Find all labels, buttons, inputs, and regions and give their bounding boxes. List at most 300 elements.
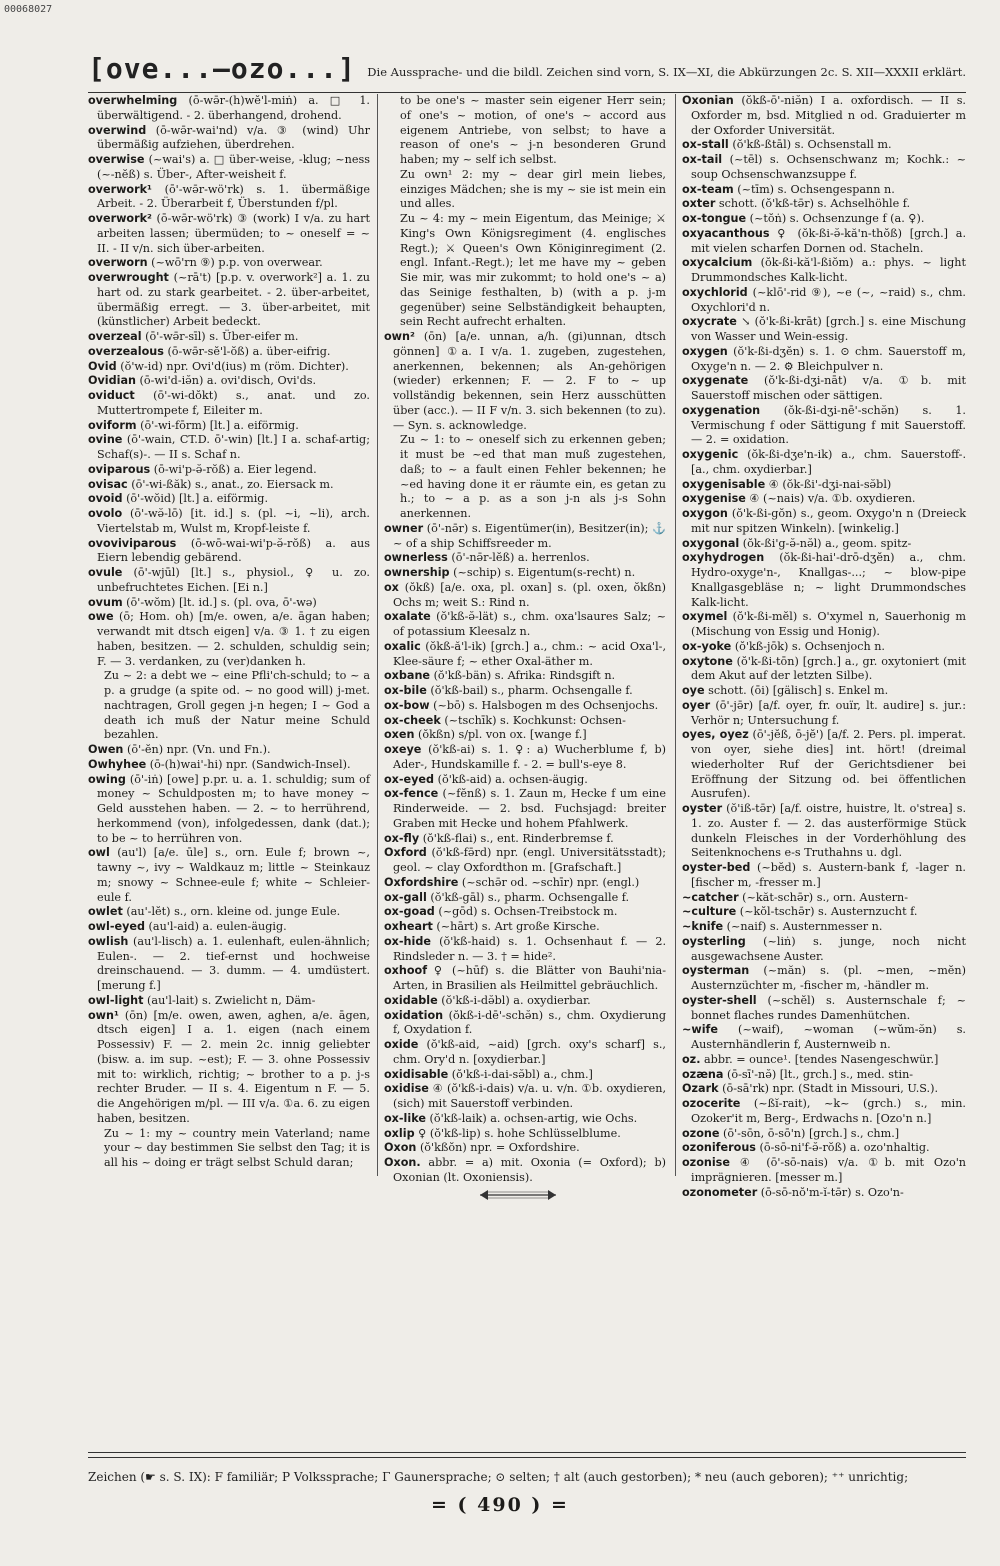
entry-headword: overwork²	[88, 212, 152, 225]
entry-definition: (ŏ'kß-ßtāl) s. Ochsenstall m.	[728, 138, 892, 152]
entry-definition: (~wai's) a. □ über-weise, -klug; ~ness (~-nĕß) s. Über-, After-weisheit f.	[97, 153, 370, 181]
entry-headword: ozocerite	[682, 1097, 741, 1110]
dictionary-entry	[384, 846, 666, 876]
entry-headword: ox-fly	[384, 831, 420, 845]
entry-headword: ox-tongue	[682, 212, 747, 225]
entry-definition: (ŏ'kß-ə̆-lät) s., chm. oxa'lsaures Salz; ~ of potassium Kleesalz n.	[393, 610, 666, 638]
entry-definition: (ŏ'kß-fə̄rd) npr. (engl. Universitätsstadt); geol. ~ clay Oxfordthon m. [Grafschaft.]	[393, 846, 666, 874]
dictionary-entry	[682, 374, 966, 404]
entry-headword: oxyhydrogen	[682, 551, 765, 565]
entry-headword: overwind	[88, 123, 147, 137]
entry-headword: ~wife	[682, 1023, 718, 1037]
entry-definition: (ŏ'w-id) npr. Ovi'd(ius) m (röm. Dichter).	[116, 359, 349, 373]
entry-headword: oxeye	[384, 743, 422, 756]
entry-definition: (ō'-wə̆-lō) [it. id.] s. (pl. ~i, ~li), arch. Viertelstab m, Wulst m, Kropf-leiste f.	[97, 507, 370, 535]
entry-headword: overwhelming	[88, 94, 178, 107]
dictionary-entry	[682, 640, 966, 655]
dictionary-entry	[88, 374, 370, 389]
column-divider	[675, 94, 676, 1176]
dictionary-entry	[88, 610, 370, 669]
entry-headword: Ovidian	[88, 374, 136, 388]
dictionary-entry	[682, 183, 966, 198]
dictionary-entry	[682, 684, 966, 699]
entry-definition: (ōn) [m/e. owen, awen, aghen, a/e. āgen, dtsch eigen] I a. 1. eigen (nach einem Possessiv) F. — 2. mein 2c. innig geliebter (bisw. a. im sup. ~est); F. — 3. ohne Possessiv mit to: wirklich, richtig; ~ brother to a p. j-s rechter Bruder. — II s. 4. Eigentum n F. — 5. die Angehörigen m/pl. — III v/a. ①a. 6. zu eigen haben, besitzen.	[97, 1008, 370, 1125]
entry-headword: oxygen	[682, 344, 728, 358]
entry-definition: (~kăt-schə̄r) s., orn. Austern-	[738, 890, 909, 904]
entry-headword: ox-tail	[682, 153, 723, 166]
dictionary-entry	[682, 227, 966, 257]
entry-headword: overwise	[88, 153, 145, 166]
entry-headword: ox-gall	[384, 890, 427, 904]
entry-headword: owl-light	[88, 993, 144, 1007]
entry-headword: ox-stall	[682, 138, 729, 152]
entry-definition: (~tŏṅ) s. Ochsenzunge f (a. ♀).	[746, 212, 925, 225]
entry-headword: oviduct	[88, 389, 135, 402]
entry-headword: oviparous	[88, 462, 151, 476]
entry-headword: oxidable	[384, 993, 438, 1007]
dictionary-entry	[682, 891, 966, 906]
entry-headword: oye	[682, 684, 705, 697]
entry-definition: (ŏ'k-ßi-gŏn) s., geom. Oxygo'n n (Dreieck mit nur spitzen Winkeln). [winkelig.]	[691, 507, 966, 535]
dictionary-entry	[682, 1127, 966, 1142]
entry-definition: (ō'-ĕn) npr. (Vn. und Fn.).	[123, 743, 271, 756]
dictionary-entry	[88, 360, 370, 375]
dictionary-entry	[384, 94, 666, 168]
dictionary-entry	[682, 507, 966, 537]
entry-headword: ozæna	[682, 1067, 724, 1081]
dictionary-entry	[682, 1141, 966, 1156]
dictionary-entry	[384, 669, 666, 684]
entry-definition: (~tēl) s. Ochsenschwanz m; Kochk.: ~ soup Ochsenschwanzsuppe f.	[691, 153, 966, 181]
column-1	[88, 94, 370, 1176]
entry-definition: (ŏ'kß-aid) a. ochsen-äugig.	[434, 772, 588, 786]
dictionary-entry	[384, 640, 666, 670]
dictionary-entry	[88, 1009, 370, 1127]
dictionary-entry	[682, 802, 966, 861]
entry-definition: (ō'-wə̄r-sīl) s. Über-eifer m.	[141, 330, 299, 343]
entry-definition: (ō'-wi-ßăk) s., anat., zo. Eiersack m.	[127, 477, 334, 491]
entry-definition: ④ (ō'-sō-nais) v/a. ①b. mit Ozo'n imprägnieren. [messer m.]	[691, 1156, 966, 1184]
entry-definition: (~klō'-rid ⑨), ~e (~, ~raid) s., chm. Oxychlori'd n.	[691, 285, 966, 314]
entry-headword: ovoid	[88, 492, 123, 506]
dictionary-entry	[384, 964, 666, 994]
dictionary-entry	[384, 832, 666, 847]
entry-definition: (~gōd) s. Ochsen-Treibstock m.	[434, 905, 618, 919]
entry-headword: ox-fence	[384, 787, 439, 801]
dictionary-entry	[88, 94, 370, 124]
dictionary-entry	[384, 610, 666, 640]
entry-definition: (~kŏl-tschə̄r) s. Austernzucht f.	[736, 905, 918, 919]
entry-definition: schott. (ōi) [gälisch] s. Enkel m.	[704, 684, 889, 697]
dictionary-entry	[88, 345, 370, 360]
entry-headword: ~catcher	[682, 890, 739, 904]
entry-headword: oyster	[682, 802, 723, 815]
dictionary-entry	[88, 743, 370, 758]
dictionary-entry	[88, 256, 370, 271]
dictionary-entry	[88, 905, 370, 920]
dictionary-entry	[682, 537, 966, 552]
dictionary-entry	[88, 507, 370, 537]
entry-definition: (ŏkß-ō'-niə̆n) I a. oxfordisch. — II s. Oxforder m, bsd. Mitglied n od. Graduierter m der Oxforder Universität.	[691, 94, 966, 137]
entry-headword: ozonise	[682, 1156, 730, 1169]
entry-headword: oxygenate	[682, 374, 749, 388]
dictionary-entry	[384, 566, 666, 581]
dictionary-entry	[384, 935, 666, 965]
entry-definition: Zu ~ 1: my ~ country mein Vaterland; name your ~ day bestimmen Sie selbst den Tag; it is all his ~ doing er trägt selbst Schuld daran;	[104, 1126, 370, 1169]
page-header	[88, 48, 966, 93]
dictionary-entry	[384, 920, 666, 935]
dictionary-entry	[384, 905, 666, 920]
entry-definition: (ŏkß-i-dē'-schə̆n) s., chm. Oxydierung f, Oxydation f.	[393, 1008, 666, 1037]
entry-headword: oxlip	[384, 1126, 415, 1140]
dictionary-entry	[88, 153, 370, 183]
dictionary-entry	[384, 891, 666, 906]
entry-definition: (ō-sō-ni'f-ə̆-rŏß) a. ozo'nhaltig.	[755, 1141, 930, 1155]
entry-definition: (au'l-aid) a. eulen-äugig.	[144, 920, 287, 933]
entry-definition: (ŏkßn) s/pl. von ox. [wange f.]	[414, 728, 587, 742]
entry-definition: (ŏkß-ă'l-ik) [grch.] a., chm.: ~ acid Oxa'l-, Klee-säure f; ~ ether Oxal-äther m.	[393, 639, 666, 668]
entry-definition: (ō'-wŏid) [lt.] a. eiförmig.	[122, 492, 269, 506]
dictionary-entry	[682, 655, 966, 685]
entry-headword: owl-eyed	[88, 920, 145, 933]
entry-definition: (ō-wə̄r-(h)wĕ'l-miṅ) a. □ 1. überwältigend. - 2. überhangend, drohend.	[97, 94, 370, 122]
entry-headword: owe	[88, 610, 114, 624]
entry-headword: oxide	[384, 1038, 419, 1051]
entry-definition: (ŏ'kß-laik) a. ochsen-artig, wie Ochs.	[425, 1111, 638, 1125]
entry-headword: own²	[384, 330, 415, 343]
entry-headword: ox-bile	[384, 684, 427, 697]
dictionary-entry	[384, 212, 666, 330]
entry-headword: overwork¹	[88, 182, 152, 196]
entry-headword: oxygenise	[682, 492, 746, 506]
entry-headword: oxygenisable	[682, 477, 766, 491]
column-divider	[377, 94, 378, 1176]
dictionary-entry	[682, 699, 966, 729]
entry-headword: ox-yoke	[682, 639, 732, 653]
dictionary-entry	[88, 935, 370, 994]
entry-headword: ox-eyed	[384, 772, 435, 786]
dictionary-entry	[682, 964, 966, 994]
entry-headword: oxycrate	[682, 315, 737, 329]
entry-headword: overwrought	[88, 271, 169, 284]
entry-headword: overzealous	[88, 344, 164, 358]
entry-headword: owing	[88, 772, 126, 786]
footer-rule	[88, 1452, 966, 1458]
dictionary-entry	[88, 920, 370, 935]
entry-definition: (ō-wə̄r-wö'rk) ③ (work) I v/a. zu hart arbeiten lassen; übermüden; to ~ oneself = ~ II. - II v/n. sich über-arbeiten.	[97, 212, 370, 255]
entry-definition: (ō'-wŏm) [lt. id.] s. (pl. ova, ō'-wə)	[122, 595, 317, 609]
dictionary-entry	[682, 138, 966, 153]
entry-definition: (ō-wō-wai-wi'p-ə̆-rŏß) a. aus Eiern lebendig gebärend.	[97, 536, 370, 565]
dictionary-entry	[88, 478, 370, 493]
dictionary-entry	[682, 610, 966, 640]
dictionary-entry	[384, 1141, 666, 1156]
dictionary-entry	[384, 728, 666, 743]
dictionary-entry	[384, 699, 666, 714]
entry-definition: (ŏ'k-ßi-dʒĕn) s. 1. ⊙ chm. Sauerstoff m, Oxyge'n n. — 2. ⚙ Bleichpulver n.	[691, 344, 966, 373]
dictionary-entry	[384, 876, 666, 891]
entry-definition: (ō'-nə̄r-lĕß) a. herrenlos.	[447, 551, 590, 565]
dictionary-entry	[384, 168, 666, 212]
dictionary-entry	[384, 1068, 666, 1083]
entry-definition: Zu ~ 1: to ~ oneself sich zu erkennen geben; it must be ~ed that man muß zugestehen, daß; to ~ a fault einen Fehler bekennen; he ~ed having done it er räumte ein, es getan zu h.; to ~ a p. as a son j-n als j-s Sohn anerkennen.	[400, 433, 666, 520]
entry-headword: ovolo	[88, 507, 123, 520]
entry-definition: (ō-wi'd-iə̆n) a. ovi'disch, Ovi'ds.	[136, 374, 317, 388]
entry-definition: (ŏ'kß-gāl) s., pharm. Ochsengalle f.	[426, 890, 630, 904]
entry-definition: (~măn) s. (pl. ~men, ~mĕn) Austernzüchter m, -fischer m, -händler m.	[691, 964, 966, 992]
entry-definition: (ōn) [a/e. unnan, a/h. (gi)unnan, dtsch gönnen] ①a. I v/a. 1. zugeben, zugestehen, anerkennen, bekennen; als An-gehörigen (wieder) erkennen; F. — 2. F to ~ up vollständig bekennen, sein Herz ausschütten über (acc.). — II F v/n. 3. sich bekennen (to zu). — Syn. s. acknowledge.	[393, 330, 666, 432]
entry-headword: oxygenation	[682, 403, 761, 417]
dictionary-entry	[682, 1097, 966, 1127]
entry-definition: (~liṅ) s. junge, noch nicht ausgewachsene Auster.	[691, 934, 966, 963]
dictionary-entry	[682, 861, 966, 891]
dictionary-entry	[384, 1156, 666, 1186]
entry-definition: (~fĕnß) s. 1. Zaun m, Hecke f um eine Rinderweide. — 2. bsd. Fuchsjagd: breiter Graben mit Hecke und hohem Pfahlwerk.	[393, 787, 666, 830]
entry-headword: ox-bow	[384, 698, 430, 712]
dictionary-entry	[682, 212, 966, 227]
dictionary-entry	[384, 522, 666, 552]
entry-definition: (ō-wə̄r-sĕ'l-ŏß) a. über-eifrig.	[163, 344, 331, 358]
dictionary-entry	[384, 1009, 666, 1039]
dictionary-entry	[88, 419, 370, 434]
entry-definition: Zu own¹ 2: my ~ dear girl mein liebes, einziges Mädchen; she is my ~ sie ist mein ein und alles.	[400, 167, 666, 211]
entry-definition: (ŏ'kß-i-də̆bl) a. oxydierbar.	[437, 993, 591, 1007]
entry-definition: Zu ~ 2: a debt we ~ eine Pfli'ch-schuld; to ~ a p. a grudge (a spite od. ~ no good will) j-met. nachtragen, Groll gegen j-n hegen; I ~ God a death ich muß der Natur meine Schuld bezahlen.	[104, 669, 370, 742]
dictionary-entry	[88, 596, 370, 611]
column-2	[384, 94, 666, 1184]
dictionary-entry	[384, 1127, 666, 1142]
dictionary-entry	[682, 492, 966, 507]
entry-definition: (~bō) s. Halsbogen m des Ochsenjochs.	[429, 698, 659, 712]
entry-headword: oxhoof	[384, 964, 428, 978]
entry-headword: oyster-shell	[682, 993, 757, 1007]
dictionary-entry	[384, 684, 666, 699]
entry-headword: overworn	[88, 256, 148, 270]
entry-definition: (au'l-lait) s. Zwielicht n, Däm-	[143, 993, 316, 1007]
dictionary-entry	[682, 551, 966, 610]
entry-headword: Oxfordshire	[384, 875, 459, 889]
entry-headword: oxycalcium	[682, 256, 753, 270]
entry-definition: (ŏk-ßi-hai'-drō-dʒĕn) a., chm. Hydro-oxyge'n-, Knallgas-...; ~ blow-pipe Knallgasgebläse n; ~ light Drummondsches Kalk-licht.	[691, 551, 966, 609]
dictionary-entry	[384, 787, 666, 831]
dictionary-entry	[384, 330, 666, 433]
entry-definition: (ō'-wə̄r-wö'rk) s. 1. übermäßige Arbeit. - 2. Überarbeit f, Überstunden f/pl.	[97, 182, 370, 211]
page-id: 00068027	[4, 4, 53, 15]
entry-headword: overzeal	[88, 330, 142, 343]
entry-definition: (~hārt) s. Art große Kirsche.	[432, 920, 600, 933]
entry-definition: (ō-sā'rk) npr. (Stadt in Missouri, U.S.).	[718, 1082, 939, 1096]
entry-headword: own¹	[88, 1008, 119, 1022]
entry-definition: (~schə̄r od. ~schīr) npr. (engl.)	[458, 875, 640, 889]
entry-definition: (ō-sī'-nə̆) [lt., grch.] s., med. stin-	[723, 1067, 914, 1081]
entry-headword: owlet	[88, 905, 123, 919]
dictionary-entry	[682, 153, 966, 183]
column-3	[682, 94, 966, 1199]
entry-headword: ovoviviparous	[88, 536, 177, 550]
dictionary-entry	[384, 714, 666, 729]
entry-definition: abbr. = ounce¹. [tendes Nasengeschwür.]	[700, 1052, 939, 1066]
entry-definition: Zu ~ 4: my ~ mein Eigentum, das Meinige; ⚔ King's Own Königsregiment (4. englisches Regt.); ⚔ Queen's Own Königinregiment (2. engl. Infant.-Regt.); let me have my ~ geben Sie mir, was mir zukommt; to hold one's ~ a) das Seinige festhalten, b) (with a p. j-m gegenüber) seine Selbständigkeit behaupten, sein Recht aufrecht erhalten.	[400, 212, 666, 329]
entry-headword: oxyacanthous	[682, 226, 770, 240]
entry-definition: (ŏkß) [a/e. oxa, pl. oxan] s. (pl. oxen, ŏkßn) Ochs m; weit S.: Rind n.	[393, 580, 666, 609]
entry-definition: (au'l) [a/e. ūle] s., orn. Eule f; brown ~, tawny ~, ivy ~ Waldkauz m; little ~ Steinkauz m; snowy ~ Schnee-eule f; white ~ Schleier-eule f.	[97, 846, 370, 904]
entry-definition: (ŏk-ßi-dʒi-nē'-schə̆n) s. 1. Vermischung f oder Sättigung f mit Sauerstoff. — 2. = oxidation.	[691, 403, 966, 447]
entry-headword: oyster-bed	[682, 861, 751, 874]
entry-definition: ↘ (ŏ'k-ßi-krāt) [grch.] s. eine Mischung von Wasser und Wein-essig.	[691, 315, 966, 343]
dictionary-entry	[88, 389, 370, 419]
entry-definition: (ŏ'kß-aid, ~aid) [grch. oxy's scharf] s., chm. Ory'd n. [oxydierbar.]	[393, 1038, 666, 1066]
entry-headword: Ozark	[682, 1082, 719, 1096]
entry-definition: (ō'-jĕß, ō-jĕ') [a/f. 2. Pers. pl. imperat. von oyer, siehe dies] int. hört! (dreimal wiederholter Ruf der Gerichtsdiener bei Eröffnung der Sitzung od. bei öffentlichen Ausrufen).	[691, 728, 966, 801]
dictionary-entry	[682, 94, 966, 138]
entry-headword: oxytone	[682, 654, 733, 668]
dictionary-entry	[682, 478, 966, 493]
entry-definition: (ŏ'iß-tə̄r) [a/f. oistre, huistre, lt. o'strea] s. 1. zo. Auster f. — 2. das austerförmige Stück dunkeln Fleisches in der Vorderhöhlung des Seitenknochens e-s Truthahns u. dgl.	[691, 802, 966, 860]
entry-headword: Ovid	[88, 359, 117, 373]
entry-definition: (ŏ'kß-ai) s. 1. ♀: a) Wucherblume f, b) Ader-, Hundskamille f. - 2. = bull's-eye 8.	[393, 743, 666, 771]
dictionary-entry	[88, 330, 370, 345]
dictionary-entry	[88, 433, 370, 463]
entry-headword: Owen	[88, 743, 124, 756]
entry-headword: oysterling	[682, 934, 746, 948]
dictionary-entry	[682, 728, 966, 802]
end-ornament	[478, 1186, 558, 1204]
entry-headword: ovum	[88, 595, 123, 609]
dictionary-entry	[682, 1186, 966, 1201]
dictionary-entry	[682, 1053, 966, 1068]
dictionary-entry	[682, 905, 966, 920]
dictionary-columns	[88, 94, 966, 1199]
dictionary-entry	[682, 935, 966, 965]
dictionary-entry	[88, 846, 370, 905]
entry-definition: ♀ (ŏk-ßi-ə̆-kă'n-thŏß) [grch.] a. mit vielen scharfen Dornen od. Stacheln.	[691, 226, 966, 255]
entry-headword: oxymel	[682, 610, 728, 624]
entry-definition: (ŏk-ßi-kă'l-ßiŏm) a.: phys. ~ light Drummondsches Kalk-licht.	[691, 256, 966, 284]
entry-definition: (~rā't) [p.p. v. overwork²] a. 1. zu hart od. zu stark gearbeitet. - 2. über-arbeitet, übermäßig erregt. — 3. über-arbeitet, mit (künstlicher) Arbeit bedeckt.	[97, 271, 370, 329]
entry-definition: (ŏk-ßi-dʒe'n-ik) a., chm. Sauerstoff-. [a., chm. oxydierbar.]	[691, 448, 966, 476]
entry-definition: (ō'-jə̄r) [a/f. oyer, fr. ouïr, lt. audire] s. jur.: Verhör n; Untersuchung f.	[691, 698, 966, 727]
dictionary-entry	[682, 920, 966, 935]
dictionary-entry	[384, 773, 666, 788]
entry-headword: Owhyhee	[88, 757, 147, 771]
entry-headword: oz.	[682, 1052, 701, 1066]
entry-headword: ~culture	[682, 905, 737, 919]
entry-headword: Oxford	[384, 846, 427, 860]
entry-definition: (ō-sō-nŏ'm-ĭ-tə̄r) s. Ozo'n-	[757, 1185, 904, 1199]
dictionary-entry	[682, 404, 966, 448]
entry-headword: oxychlorid	[682, 285, 748, 299]
dictionary-entry	[384, 1112, 666, 1127]
entry-headword: owner	[384, 521, 424, 535]
entry-definition: schott. (ŏ'kß-tə̄r) s. Achselhöhle f.	[715, 197, 911, 211]
entry-definition: (~schip) s. Eigentum(s-recht) n.	[449, 566, 636, 579]
entry-headword: oxygenic	[682, 448, 739, 461]
entry-headword: ox	[384, 580, 399, 594]
entry-headword: oxidation	[384, 1008, 444, 1022]
entry-headword: oxygon	[682, 507, 728, 520]
dictionary-entry	[88, 758, 370, 773]
entry-headword: oxter	[682, 197, 716, 211]
dictionary-entry	[88, 773, 370, 847]
entry-headword: ownership	[384, 566, 450, 579]
dictionary-entry	[682, 286, 966, 316]
entry-definition: (ō-wə̄r-wai'nd) v/a. ③ (wind) Uhr übermäßig aufziehen, überdrehen.	[97, 123, 370, 152]
header-note: Die Aussprache- und die bildl. Zeichen sind vorn, S. IX—XI, die Abkürzungen 2c. S. XII—XXXII erklärt.	[367, 65, 966, 79]
dictionary-entry	[88, 994, 370, 1009]
entry-definition: abbr. = a) mit. Oxonia (= Oxford); b) Oxonian (lt. Oxoniensis).	[393, 1156, 666, 1184]
dictionary-entry	[682, 448, 966, 478]
entry-definition: (au'-lĕt) s., orn. kleine od. junge Eule.	[122, 905, 341, 919]
entry-headword: ox-goad	[384, 905, 435, 919]
page-number: = ( 490 ) =	[431, 1494, 569, 1516]
entry-definition: (ŏ'k-ßi-mĕl) s. O'xymel n, Sauerhonig m (Mischung von Essig und Honig).	[691, 610, 966, 638]
entry-definition: (ŏ'k-ßi-dʒi-nāt) v/a. ①b. mit Sauerstoff mischen oder sättigen.	[691, 374, 966, 402]
entry-headword: oxygonal	[682, 536, 740, 550]
dictionary-entry	[384, 1082, 666, 1112]
entry-definition: (ŏ'kß-bail) s., pharm. Ochsengalle f.	[426, 684, 633, 697]
entry-headword: ovine	[88, 433, 123, 447]
dictionary-entry	[682, 345, 966, 375]
entry-headword: Oxon.	[384, 1156, 421, 1169]
dictionary-entry	[682, 315, 966, 345]
symbol-legend: Zeichen (☛ s. S. IX): F familiär; P Volkssprache; Γ Gaunersprache; ⊙ selten; † alt (auch gestorben); * neu (auch geboren); ⁺⁺ unrichtig;	[88, 1470, 909, 1484]
entry-headword: oyes, oyez	[682, 728, 749, 742]
dictionary-entry	[88, 566, 370, 596]
entry-headword: oxheart	[384, 920, 433, 933]
entry-definition: (ō'-wi-dŏkt) s., anat. und zo. Muttertrompete f, Eileiter m.	[97, 389, 370, 417]
entry-headword: ozone	[682, 1126, 720, 1140]
dictionary-entry	[88, 537, 370, 567]
entry-definition: ④ (~nais) v/a. ①b. oxydieren.	[745, 492, 916, 506]
entry-definition: ♀ (ŏ'kß-lip) s. hohe Schlüsselblume.	[414, 1126, 621, 1140]
dictionary-entry	[384, 1038, 666, 1068]
entry-headword: oysterman	[682, 964, 750, 978]
dictionary-entry	[88, 669, 370, 743]
dictionary-entry	[88, 124, 370, 154]
entry-definition: (~wō'rn ⑨) p.p. von overwear.	[147, 256, 323, 270]
dictionary-entry	[88, 1127, 370, 1171]
entry-definition: (ŏk-ßi'g-ə̆-nə̆l) a., geom. spitz-	[739, 536, 912, 550]
entry-definition: (ŏ'kß-flai) s., ent. Rinderbremse f.	[419, 831, 614, 845]
dictionary-entry	[682, 1156, 966, 1186]
dictionary-entry	[384, 581, 666, 611]
entry-definition: (ō'-nə̄r) s. Eigentümer(in), Besitzer(in); ⚓ ~ of a ship Schiffsreeder m.	[393, 521, 666, 550]
entry-headword: oxbane	[384, 669, 431, 683]
entry-headword: oxidise	[384, 1082, 429, 1096]
entry-headword: ovule	[88, 566, 123, 579]
dictionary-entry	[88, 183, 370, 213]
entry-headword: ox-cheek	[384, 713, 441, 727]
entry-definition: (~tīm) s. Ochsengespann n.	[733, 182, 895, 196]
entry-definition: (ŏ'kßŏn) npr. = Oxfordshire.	[416, 1141, 580, 1155]
dictionary-entry	[384, 994, 666, 1009]
entry-definition: (ō'-wain, CT.D. ō'-win) [lt.] I a. schaf-artig; Schaf(s)-. — II s. Schaf n.	[97, 433, 370, 461]
entry-headword: oxen	[384, 728, 415, 742]
entry-definition: (au'l-lisch) a. 1. eulenhaft, eulen-ähnlich; Eulen-. — 2. tief-ernst und hochweise dreinschauend. — 3. dumm. — 4. umdüstert. [merung f.]	[97, 934, 370, 992]
entry-headword: Oxonian	[682, 94, 734, 107]
entry-headword: oviform	[88, 418, 137, 432]
entry-headword: Oxon	[384, 1141, 417, 1155]
entry-definition: (~bĕd) s. Austern-bank f, -lager n. [fischer m, -fresser m.]	[691, 861, 966, 889]
entry-headword: ox-team	[682, 182, 734, 196]
entry-headword: oxidisable	[384, 1067, 449, 1081]
dictionary-entry	[88, 271, 370, 330]
entry-definition: ④ (ŏk-ßi'-dʒi-nai-sə̆bl)	[765, 477, 892, 491]
entry-definition: (ō-(h)wai'-hi) npr. (Sandwich-Insel).	[146, 757, 351, 771]
entry-headword: oxalate	[384, 610, 431, 624]
dictionary-entry	[88, 492, 370, 507]
entry-definition: (ŏ'kß-jōk) s. Ochsenjoch n.	[731, 639, 885, 653]
